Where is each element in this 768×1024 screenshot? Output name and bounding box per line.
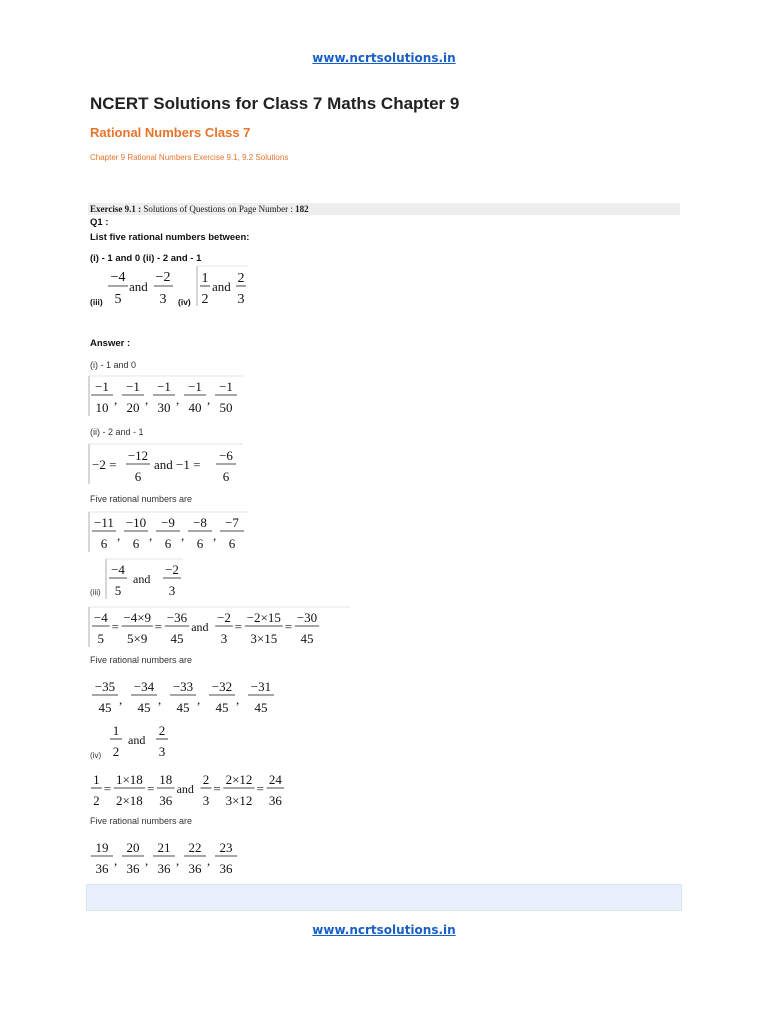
q4-and: and [212, 279, 231, 294]
fraction-denominator: 20 [126, 400, 140, 415]
q4-a-num: 1 [201, 271, 209, 286]
equals-sign: = [103, 781, 112, 796]
fraction-denominator: 36 [159, 793, 173, 808]
fraction-denominator: 40 [188, 400, 202, 415]
fraction-denominator: 45 [137, 700, 151, 715]
fraction-comma: , [117, 528, 121, 543]
ii-lhs1: −2 = [92, 457, 117, 472]
question-part-iii-label: (iii) [90, 297, 103, 307]
fraction-comma: , [114, 392, 118, 407]
fraction-numerator: 20 [126, 840, 140, 855]
fraction-comma: , [176, 853, 180, 868]
fraction-denominator: 3 [220, 631, 228, 646]
q4-a-den: 2 [201, 292, 209, 307]
fraction-comma: , [149, 528, 153, 543]
fraction-numerator: −1 [95, 379, 109, 394]
svg-text:5: 5 [114, 583, 122, 598]
fraction-numerator: 2 [202, 772, 210, 787]
fraction-numerator: −33 [172, 679, 194, 694]
question-text: List five rational numbers between: [90, 232, 250, 243]
fraction-numerator: −8 [193, 515, 207, 530]
q4-b-den: 3 [237, 292, 245, 307]
fraction-comma: , [207, 853, 211, 868]
fraction-numerator: −2 [217, 610, 231, 625]
fraction-numerator: −30 [296, 610, 318, 625]
fraction-comma: , [236, 692, 240, 707]
fraction-comma: , [181, 528, 185, 543]
q4-b-num: 2 [237, 271, 245, 286]
ii-mid: and −1 = [154, 457, 201, 472]
fraction-denominator: 36 [95, 861, 109, 876]
svg-text:3: 3 [168, 583, 176, 598]
svg-text:1: 1 [112, 723, 120, 738]
equals-sign: = [154, 619, 163, 634]
equals-sign: = [111, 619, 119, 634]
chapter-line: Chapter 9 Rational Numbers Exercise 9.1, 9.2 Solutions [90, 153, 289, 162]
ii-d1: 6 [134, 469, 142, 484]
question-part-iv-label: (iv) [178, 297, 191, 307]
svg-text:2: 2 [112, 744, 120, 759]
svg-text:2: 2 [158, 723, 166, 738]
footer-bar [86, 884, 682, 911]
fraction-numerator: 22 [188, 840, 202, 855]
equals-sign: = [284, 619, 293, 634]
fraction-numerator: 19 [95, 840, 109, 855]
fraction-comma: , [145, 392, 149, 407]
fraction-numerator: 24 [268, 772, 282, 787]
fraction-numerator: 21 [157, 840, 171, 855]
answer-iv-fractions [88, 835, 248, 879]
fraction-denominator: 3 [202, 793, 210, 808]
fraction-numerator: −36 [166, 610, 188, 625]
fraction-denominator: 6 [164, 536, 172, 551]
fraction-numerator: −9 [161, 515, 175, 530]
answer-iii-fractions [88, 674, 288, 718]
answer-label: Answer : [90, 338, 131, 349]
fraction-denominator: 6 [100, 536, 108, 551]
answer-iii-head [105, 557, 185, 601]
svg-text:−4: −4 [111, 562, 125, 577]
fraction-comma: , [119, 692, 123, 707]
exercise-page: 182 [295, 204, 309, 214]
svg-text:and: and [133, 572, 151, 586]
q3-a-num: −4 [110, 270, 126, 285]
q3-b-num: −2 [155, 270, 171, 285]
ii-d2: 6 [222, 469, 230, 484]
fraction-numerator: −1 [126, 379, 140, 394]
fraction-numerator: −1 [157, 379, 171, 394]
answer-ii-equation [88, 442, 248, 486]
fraction-comma: , [197, 692, 201, 707]
fraction-denominator: 3×12 [225, 793, 253, 808]
fraction-denominator: 45 [98, 700, 112, 715]
exercise-desc: Solutions of Questions on Page Number : [141, 204, 296, 214]
fraction-comma: , [213, 528, 217, 543]
fraction-denominator: 2×18 [115, 793, 143, 808]
answer-iv-label: (iv) [90, 751, 102, 760]
answer-ii-fractions [88, 510, 263, 554]
answer-i-fractions [88, 374, 248, 418]
q3-and: and [129, 279, 148, 294]
question-parts-line: (i) - 1 and 0 (ii) - 2 and - 1 [90, 253, 202, 264]
fraction-numerator: 23 [219, 840, 233, 855]
fraction-numerator: −32 [211, 679, 233, 694]
fraction-denominator: 2 [93, 793, 100, 808]
fraction-denominator: 5 [97, 631, 105, 646]
svg-text:−2: −2 [165, 562, 179, 577]
fraction-numerator: −2×15 [246, 610, 281, 625]
q3-b-den: 3 [159, 292, 167, 307]
fraction-denominator: 6 [196, 536, 204, 551]
answer-iii-equation [88, 605, 353, 649]
answer-iv-head [106, 718, 176, 762]
fraction-denominator: 6 [132, 536, 140, 551]
and-word: and [191, 620, 209, 634]
fraction-denominator: 36 [268, 793, 282, 808]
question-id: Q1 : [90, 217, 109, 228]
equals-sign: = [234, 619, 243, 634]
fraction-numerator: 2×12 [225, 772, 253, 787]
fraction-denominator: 45 [176, 700, 190, 715]
equals-sign: = [147, 781, 155, 796]
fraction-numerator: −1 [219, 379, 233, 394]
answer-i-label: (i) - 1 and 0 [90, 360, 137, 370]
fraction-numerator: −35 [94, 679, 116, 694]
fraction-numerator: −4×9 [123, 610, 152, 625]
answer-ii-label: (ii) - 2 and - 1 [90, 427, 144, 437]
fraction-numerator: −11 [94, 515, 114, 530]
answer-iii-label: (iii) [90, 588, 101, 597]
fraction-numerator: −34 [133, 679, 155, 694]
svg-text:3: 3 [158, 744, 166, 759]
fraction-denominator: 45 [215, 700, 229, 715]
fraction-comma: , [114, 853, 118, 868]
five-label-3: Five rational numbers are [90, 816, 193, 826]
fraction-denominator: 36 [188, 861, 202, 876]
question-iii-expression [105, 264, 177, 308]
fraction-comma: , [158, 692, 162, 707]
fraction-denominator: 36 [157, 861, 171, 876]
page-subtitle: Rational Numbers Class 7 [90, 125, 251, 140]
fraction-denominator: 45 [300, 631, 314, 646]
fraction-denominator: 30 [157, 400, 171, 415]
and-word: and [176, 782, 194, 796]
ii-n1: −12 [127, 448, 149, 463]
ii-n2: −6 [219, 448, 233, 463]
q3-a-den: 5 [114, 292, 122, 307]
fraction-denominator: 36 [126, 861, 140, 876]
fraction-numerator: −7 [225, 515, 239, 530]
fraction-numerator: −10 [125, 515, 147, 530]
header-url-link[interactable]: www.ncrtsolutions.in [312, 51, 456, 65]
equals-sign: = [256, 781, 264, 796]
fraction-denominator: 36 [219, 861, 233, 876]
fraction-comma: , [207, 392, 211, 407]
fraction-numerator: 18 [159, 772, 173, 787]
fraction-denominator: 3×15 [250, 631, 278, 646]
equals-sign: = [213, 781, 221, 796]
question-iv-expression [196, 264, 250, 308]
fraction-numerator: 1×18 [115, 772, 143, 787]
fraction-numerator: 1 [93, 772, 100, 787]
fraction-denominator: 50 [219, 400, 233, 415]
fraction-denominator: 45 [254, 700, 268, 715]
fraction-denominator: 10 [95, 400, 109, 415]
fraction-numerator: −1 [188, 379, 202, 394]
exercise-bar [88, 203, 680, 215]
five-label-1: Five rational numbers are [90, 494, 193, 504]
svg-text:and: and [128, 733, 146, 747]
fraction-comma: , [145, 853, 149, 868]
answer-iv-equation [88, 767, 318, 811]
fraction-denominator: 5×9 [127, 631, 148, 646]
fraction-numerator: −31 [250, 679, 272, 694]
fraction-denominator: 6 [228, 536, 236, 551]
exercise-name: Exercise 9.1 : [90, 204, 142, 214]
page-title: NCERT Solutions for Class 7 Maths Chapter 9 [90, 94, 460, 113]
five-label-2: Five rational numbers are [90, 655, 193, 665]
fraction-denominator: 45 [170, 631, 184, 646]
footer-url-link[interactable]: www.ncrtsolutions.in [312, 923, 456, 937]
fraction-comma: , [176, 392, 180, 407]
fraction-numerator: −4 [93, 610, 108, 625]
